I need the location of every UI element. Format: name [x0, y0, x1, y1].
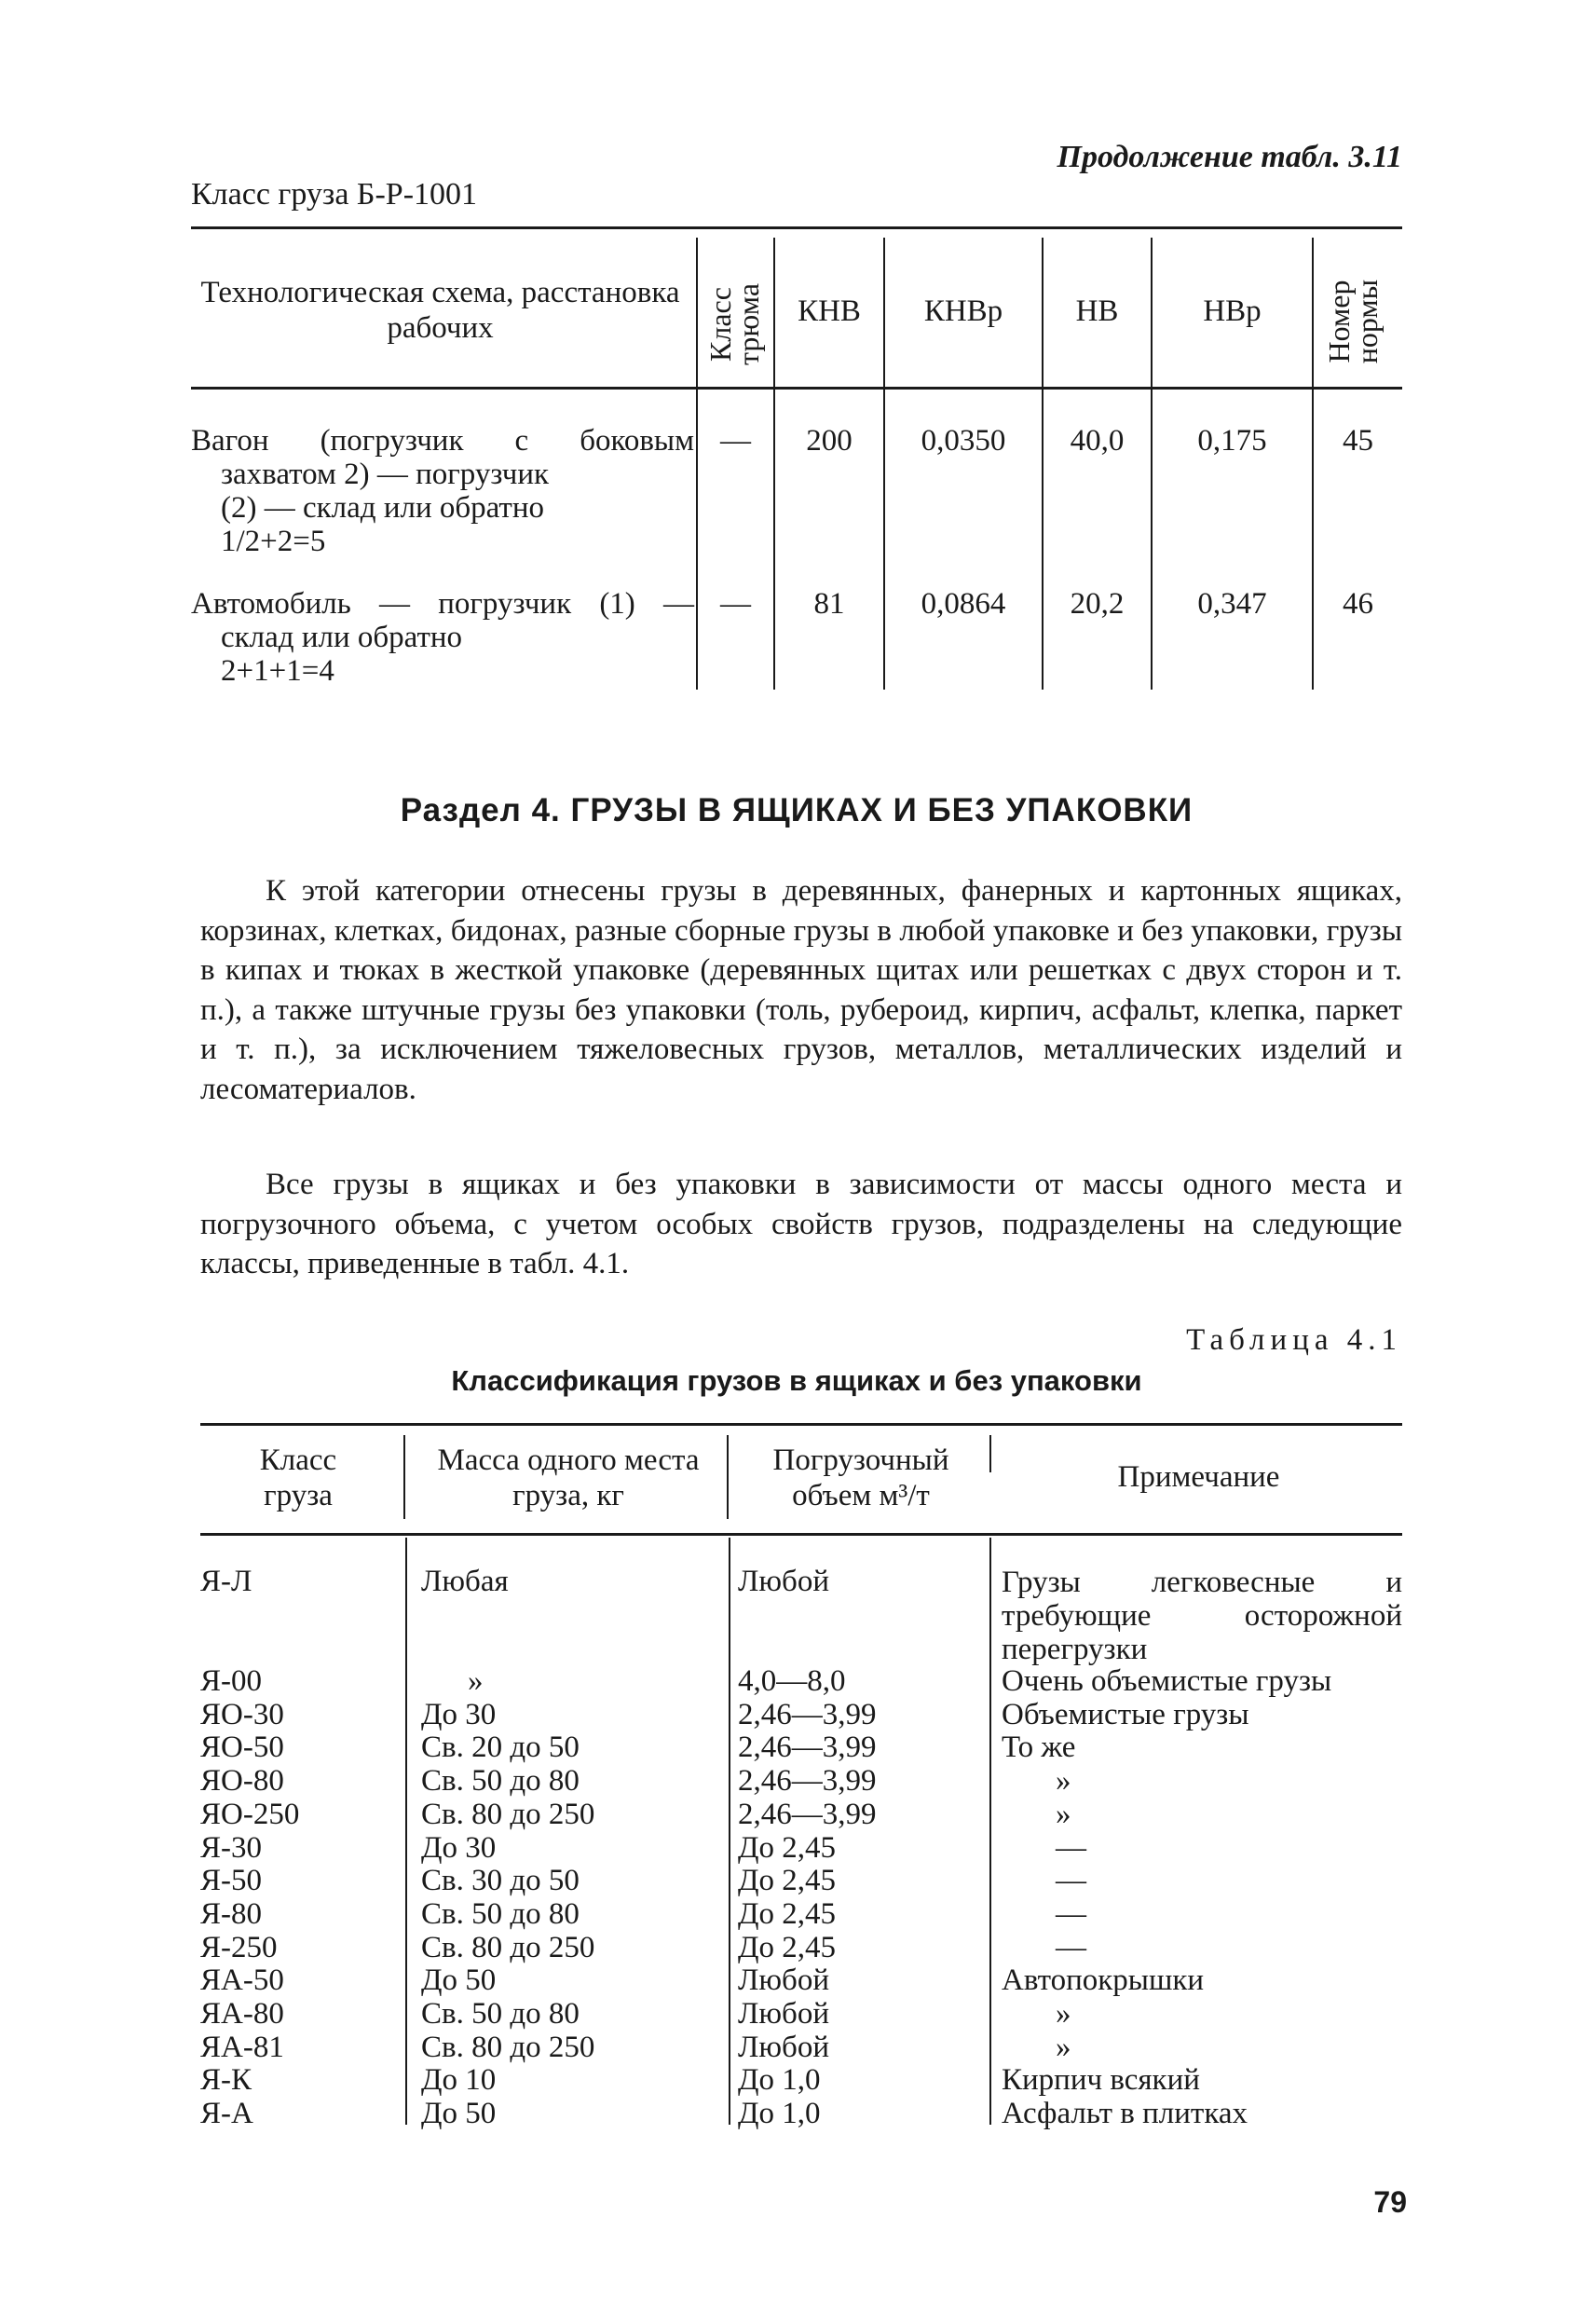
cell-hold-class: — — [720, 587, 751, 621]
cell-mass: До 30 — [421, 1830, 497, 1865]
cell-mass: До 30 — [421, 1697, 497, 1731]
cell-class: Я-80 — [200, 1896, 262, 1931]
cell-mass: Св. 80 до 250 — [421, 1797, 595, 1831]
paragraph-2: Все грузы в ящиках и без упаковки в зависимости от массы одного места и погрузочного объема, с учетом особых свойств грузов, подразделены на следующие классы, приведенные в табл. 4.1. — [200, 1168, 1402, 1280]
scheme-line: Вагон (погрузчик с боковым — [191, 424, 694, 458]
cell-note: — — [1056, 1830, 1086, 1865]
cell-mass: Св. 80 до 250 — [421, 1930, 595, 1964]
cell-mass: До 10 — [421, 2063, 497, 2098]
cargo-class-label: Класс груза Б-Р-1001 — [191, 177, 478, 212]
cell-knvr: 0,0864 — [921, 587, 1006, 621]
cell-volume: 2,46—3,99 — [738, 1797, 877, 1831]
table2-col-divider — [727, 1435, 729, 1519]
cell-note: » — [1056, 1997, 1071, 2032]
continuation-label: Продолжение табл. 3.11 — [1057, 140, 1402, 174]
table1-header-norm: Номер нормы — [1322, 279, 1384, 364]
paragraph-1: К этой категории отнесены грузы в деревянных, фанерных и картонных ящиках, корзинах, клетках, бидонах, разные сборные грузы в любой упаковке и без упаковки, грузы в кипах и тюках в жесткой упаковке (деревянных щитах или решетках с двух сторон и т. п.), а также штучные грузы без упаковки (толь, рубероид, кирпич, асфальт, клепка, паркет и т. п.), за исключением тяжеловесных грузов, металлов, металлических изделий и лесоматериалов. — [200, 874, 1402, 1106]
table1-col-divider — [1312, 238, 1314, 690]
cell-nv: 20,2 — [1070, 587, 1125, 621]
cell-note: Автопокрышки — [1002, 1963, 1205, 1998]
table2-header-note: Примечание — [1117, 1460, 1280, 1494]
cell-norm: 45 — [1343, 424, 1373, 458]
cell-volume: 2,46—3,99 — [738, 1764, 877, 1799]
cell-volume: До 2,45 — [738, 1930, 837, 1964]
cell-volume: 4,0—8,0 — [738, 1664, 846, 1698]
cell-volume: До 2,45 — [738, 1830, 837, 1865]
table2-header-class: Класс груза — [259, 1443, 337, 1512]
cell-note: » — [1056, 1797, 1071, 1831]
cell-volume: До 1,0 — [738, 2097, 821, 2131]
scheme-line: захватом 2) — погрузчик — [221, 458, 550, 491]
section-title: Раздел 4. ГРУЗЫ В ЯЩИКАХ И БЕЗ УПАКОВКИ — [400, 792, 1194, 828]
cell-norm: 46 — [1343, 587, 1373, 621]
cell-mass: Св. 50 до 80 — [421, 1997, 580, 2032]
cell-note: Кирпич всякий — [1002, 2063, 1200, 2098]
cell-knv: 81 — [813, 587, 845, 621]
cell-mass: Св. 50 до 80 — [421, 1896, 580, 1931]
cell-mass: » — [468, 1664, 484, 1698]
cell-mass: Любая — [421, 1565, 509, 1598]
cell-class: ЯА-81 — [200, 2030, 284, 2064]
page-number: 79 — [1373, 2185, 1407, 2219]
table2-header-volume: Погрузочный объем м³/т — [772, 1443, 949, 1512]
scheme-line: Автомобиль — погрузчик (1) — — [191, 587, 694, 621]
cell-class: ЯО-80 — [200, 1764, 284, 1799]
cell-mass: Св. 30 до 50 — [421, 1864, 580, 1898]
table1-top-rule — [191, 226, 1402, 229]
cell-volume: 2,46—3,99 — [738, 1731, 877, 1765]
table-row — [191, 587, 694, 688]
scheme-line: 2+1+1=4 — [221, 654, 334, 688]
table2-col-divider — [989, 1538, 991, 2125]
cell-note: Асфальт в плитках — [1002, 2097, 1248, 2131]
cell-volume: Любой — [738, 2030, 829, 2064]
cell-note: — — [1056, 1896, 1086, 1931]
cell-note: Грузы легковесные и требующие осторожной перегрузки — [1002, 1566, 1402, 1666]
cell-volume: Любой — [738, 1963, 829, 1998]
cell-mass: До 50 — [421, 1963, 497, 1998]
cell-mass: До 50 — [421, 2097, 497, 2131]
cell-class: Я-250 — [200, 1930, 278, 1964]
cell-note: » — [1056, 1764, 1071, 1799]
table-number: Таблица 4.1 — [1186, 1323, 1402, 1357]
table1-header-rule — [191, 387, 1402, 390]
cell-note: — — [1056, 1864, 1086, 1898]
mass-column — [421, 1665, 594, 2131]
note-column — [1002, 1665, 1331, 2131]
volume-column — [738, 1665, 877, 2131]
cell-note: » — [1056, 2030, 1071, 2064]
table1-header-scheme: Технологическая схема, расстановка рабочих — [200, 276, 680, 345]
cell-knvr: 0,0350 — [921, 424, 1006, 458]
cell-class: Я-А — [200, 2097, 253, 2131]
scheme-line: склад или обратно — [221, 621, 463, 654]
scheme-line: 1/2+2=5 — [221, 525, 326, 558]
cell-mass: Св. 80 до 250 — [421, 2030, 595, 2064]
cell-volume: Любой — [738, 1997, 829, 2032]
table-title: Классификация грузов в ящиках и без упаковки — [451, 1364, 1142, 1397]
table2-header-mass: Масса одного места груза, кг — [437, 1443, 700, 1512]
cell-class: ЯО-50 — [200, 1731, 284, 1765]
cell-class: ЯА-50 — [200, 1963, 284, 1998]
cell-mass: Св. 20 до 50 — [421, 1731, 580, 1765]
class-column — [200, 1665, 299, 2131]
cell-class: Я-К — [200, 2063, 252, 2098]
table1-header-knv: КНВ — [798, 294, 861, 328]
table2-col-divider — [403, 1435, 405, 1519]
cell-knv: 200 — [806, 424, 853, 458]
cell-volume: Любой — [738, 1565, 829, 1598]
table1-header-knvr: КНВр — [923, 294, 1003, 328]
cell-class: Я-Л — [200, 1565, 252, 1598]
cell-class: Я-00 — [200, 1664, 262, 1698]
table1-col-divider — [696, 238, 698, 690]
cell-note: — — [1056, 1930, 1086, 1964]
table2-header-rule — [200, 1533, 1402, 1536]
scheme-line: (2) — склад или обратно — [221, 491, 545, 525]
cell-volume: До 2,45 — [738, 1896, 837, 1931]
cell-note: Очень объемистые грузы — [1002, 1664, 1332, 1698]
cell-note: Объемистые грузы — [1002, 1697, 1249, 1731]
cell-nvr: 0,175 — [1197, 424, 1267, 458]
cell-class: Я-30 — [200, 1830, 262, 1865]
cell-class: ЯО-30 — [200, 1697, 284, 1731]
cell-nv: 40,0 — [1070, 424, 1125, 458]
cell-class: Я-50 — [200, 1864, 262, 1898]
cell-volume: 2,46—3,99 — [738, 1697, 877, 1731]
table-row — [191, 424, 694, 558]
cell-hold-class: — — [720, 424, 751, 458]
cell-volume: До 1,0 — [738, 2063, 821, 2098]
cell-mass: Св. 50 до 80 — [421, 1764, 580, 1799]
table2-col-divider — [989, 1435, 991, 1472]
table1-header-hold-class: Класс трюма — [703, 282, 765, 366]
table1-header-nv: НВ — [1075, 294, 1119, 328]
cell-class: ЯО-250 — [200, 1797, 300, 1831]
table2-col-divider — [405, 1538, 407, 2125]
cell-note: То же — [1002, 1731, 1076, 1765]
cell-class: ЯА-80 — [200, 1997, 284, 2032]
table1-header-nvr: НВр — [1203, 294, 1262, 328]
cell-nvr: 0,347 — [1197, 587, 1267, 621]
cell-volume: До 2,45 — [738, 1864, 837, 1898]
table2-col-divider — [729, 1538, 730, 2125]
table2-top-rule — [200, 1423, 1402, 1426]
